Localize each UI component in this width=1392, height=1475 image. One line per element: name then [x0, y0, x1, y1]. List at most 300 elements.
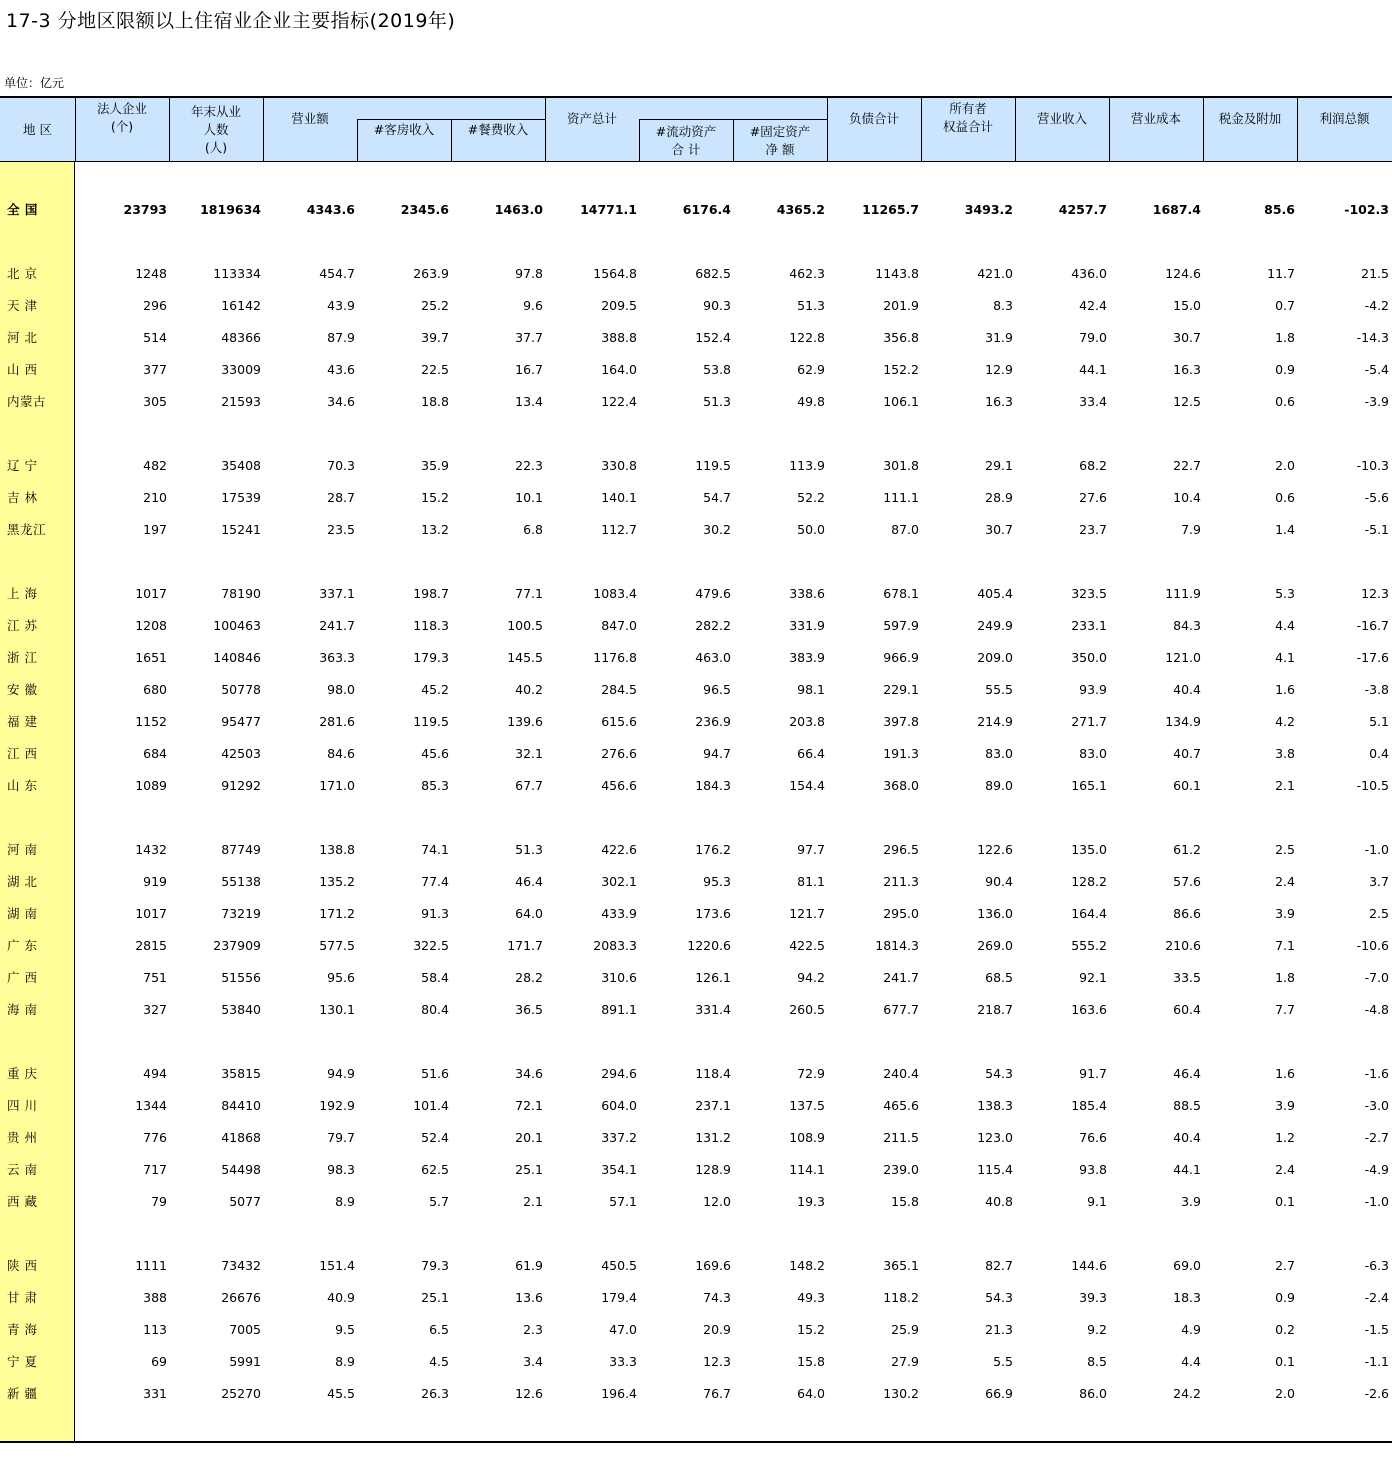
table-cell: 296.5	[883, 842, 919, 857]
table-row	[0, 585, 1392, 603]
region-name: 黑龙江	[7, 522, 47, 537]
table-cell: 40.7	[1173, 746, 1201, 761]
table-cell: 114.1	[789, 1162, 825, 1177]
table-cell: 123.0	[977, 1130, 1013, 1145]
table-cell: 27.9	[891, 1354, 919, 1369]
region-name: 湖 南	[7, 906, 38, 921]
table-cell: 1819634	[200, 202, 261, 217]
table-cell: 83.0	[985, 746, 1013, 761]
table-cell: 482	[143, 458, 167, 473]
table-cell: 137.5	[789, 1098, 825, 1113]
table-cell: 514	[143, 330, 167, 345]
table-cell: 169.6	[695, 1258, 731, 1273]
table-row	[0, 681, 1392, 699]
region-name: 江 苏	[7, 618, 38, 633]
table-cell: 39.7	[421, 330, 449, 345]
table-cell: 338.6	[789, 586, 825, 601]
table-cell: 9.1	[1087, 1194, 1107, 1209]
table-cell: 678.1	[883, 586, 919, 601]
table-cell: 577.5	[319, 938, 355, 953]
table-cell: 1.2	[1275, 1130, 1295, 1145]
header-equity: 所有者 权益合计	[942, 101, 993, 134]
table-cell: 145.5	[507, 650, 543, 665]
table-row	[0, 265, 1392, 283]
table-cell: 0.1	[1275, 1194, 1295, 1209]
table-cell: 23793	[123, 202, 167, 217]
table-cell: 139.6	[507, 714, 543, 729]
table-cell: 436.0	[1071, 266, 1107, 281]
table-cell: 2.5	[1369, 906, 1389, 921]
table-cell: 555.2	[1071, 938, 1107, 953]
table-cell: 97.8	[515, 266, 543, 281]
table-cell: 126.1	[695, 970, 731, 985]
table-cell: 450.5	[601, 1258, 637, 1273]
table-cell: 179.3	[413, 650, 449, 665]
table-row	[0, 713, 1392, 731]
table-cell: 164.4	[1071, 906, 1107, 921]
table-cell: 365.1	[883, 1258, 919, 1273]
table-cell: 18.8	[421, 394, 449, 409]
table-cell: 211.5	[883, 1130, 919, 1145]
table-cell: 70.3	[327, 458, 355, 473]
table-cell: 33.4	[1079, 394, 1107, 409]
table-cell: 337.2	[601, 1130, 637, 1145]
table-cell: 337.1	[319, 586, 355, 601]
table-cell: 28.9	[985, 490, 1013, 505]
table-cell: 13.4	[515, 394, 543, 409]
table-cell: 111.9	[1165, 586, 1201, 601]
table-cell: 0.7	[1275, 298, 1295, 313]
table-cell: 197	[143, 522, 167, 537]
table-cell: 211.3	[883, 874, 919, 889]
table-cell: 1017	[135, 906, 167, 921]
table-cell: 16.3	[985, 394, 1013, 409]
table-cell: 13.2	[421, 522, 449, 537]
table-row	[0, 1161, 1392, 1179]
table-row	[0, 1289, 1392, 1307]
table-cell: 236.9	[695, 714, 731, 729]
table-cell: 25270	[221, 1386, 261, 1401]
table-cell: 9.2	[1087, 1322, 1107, 1337]
header-current-assets: #流动资产 合 计	[655, 124, 717, 157]
table-cell: 294.6	[601, 1066, 637, 1081]
table-cell: 48366	[221, 330, 261, 345]
table-cell: 1.6	[1275, 1066, 1295, 1081]
table-cell: 51.3	[797, 298, 825, 313]
table-cell: 24.2	[1173, 1386, 1201, 1401]
table-cell: 44.1	[1173, 1162, 1201, 1177]
table-cell: 122.8	[789, 330, 825, 345]
table-cell: 239.0	[883, 1162, 919, 1177]
table-cell: 79	[151, 1194, 167, 1209]
table-cell: 5.1	[1369, 714, 1389, 729]
table-cell: 95.6	[327, 970, 355, 985]
table-cell: 26676	[221, 1290, 261, 1305]
table-row	[0, 841, 1392, 859]
table-cell: 13.6	[515, 1290, 543, 1305]
table-cell: 83.0	[1079, 746, 1107, 761]
table-row-total	[0, 201, 1392, 219]
table-cell: -7.0	[1364, 970, 1389, 985]
region-name: 河 南	[7, 842, 38, 857]
table-cell: 19.3	[797, 1194, 825, 1209]
table-cell: 25.9	[891, 1322, 919, 1337]
table-cell: 677.7	[883, 1002, 919, 1017]
table-cell: 171.2	[319, 906, 355, 921]
table-cell: 54498	[221, 1162, 261, 1177]
table-cell: 35.9	[421, 458, 449, 473]
table-cell: 43.6	[327, 362, 355, 377]
table-cell: 377	[143, 362, 167, 377]
table-row	[0, 457, 1392, 475]
table-cell: 32.1	[515, 746, 543, 761]
table-cell: 73219	[221, 906, 261, 921]
table-cell: 113.9	[789, 458, 825, 473]
table-cell: 154.4	[789, 778, 825, 793]
table-cell: 151.4	[319, 1258, 355, 1273]
table-cell: 184.3	[695, 778, 731, 793]
region-name: 福 建	[7, 714, 38, 729]
region-name: 天 津	[7, 298, 38, 313]
table-cell: 42.4	[1079, 298, 1107, 313]
table-row	[0, 617, 1392, 635]
table-cell: 33009	[221, 362, 261, 377]
table-cell: -3.8	[1364, 682, 1389, 697]
table-cell: 1.8	[1275, 970, 1295, 985]
table-cell: 1143.8	[875, 266, 919, 281]
table-cell: 331.9	[789, 618, 825, 633]
table-cell: 1152	[135, 714, 167, 729]
table-cell: 1017	[135, 586, 167, 601]
region-name: 河 北	[7, 330, 38, 345]
table-cell: 94.2	[797, 970, 825, 985]
table-cell: -5.1	[1364, 522, 1389, 537]
table-cell: 2815	[135, 938, 167, 953]
table-cell: 78190	[221, 586, 261, 601]
table-row	[0, 489, 1392, 507]
table-cell: 3493.2	[964, 202, 1013, 217]
table-cell: 3.9	[1275, 906, 1295, 921]
table-cell: 0.6	[1275, 490, 1295, 505]
table-cell: 11.7	[1267, 266, 1295, 281]
table-cell: 67.7	[515, 778, 543, 793]
table-cell: -1.0	[1364, 842, 1389, 857]
table-cell: -102.3	[1344, 202, 1389, 217]
table-cell: 87.9	[327, 330, 355, 345]
table-cell: 397.8	[883, 714, 919, 729]
table-cell: 45.5	[327, 1386, 355, 1401]
table-cell: 210	[143, 490, 167, 505]
table-cell: 9.5	[335, 1322, 355, 1337]
table-cell: 1176.8	[593, 650, 637, 665]
table-cell: 119.5	[413, 714, 449, 729]
table-cell: 201.9	[883, 298, 919, 313]
table-cell: 680	[143, 682, 167, 697]
table-cell: 15.2	[421, 490, 449, 505]
region-name: 广 西	[7, 970, 38, 985]
table-cell: 121.0	[1165, 650, 1201, 665]
table-cell: 4.2	[1275, 714, 1295, 729]
table-cell: 54.3	[985, 1066, 1013, 1081]
table-cell: 203.8	[789, 714, 825, 729]
table-cell: 79.7	[327, 1130, 355, 1145]
table-cell: 2.0	[1275, 458, 1295, 473]
table-row	[0, 329, 1392, 347]
table-row	[0, 1193, 1392, 1211]
table-cell: 354.1	[601, 1162, 637, 1177]
table-cell: 144.6	[1071, 1258, 1107, 1273]
region-name: 宁 夏	[7, 1354, 38, 1369]
table-bottom-rule	[0, 1441, 1392, 1443]
table-cell: 456.6	[601, 778, 637, 793]
table-cell: 2.0	[1275, 1386, 1295, 1401]
region-name: 湖 北	[7, 874, 38, 889]
table-cell: 115.4	[977, 1162, 1013, 1177]
table-cell: 93.8	[1079, 1162, 1107, 1177]
table-cell: 260.5	[789, 1002, 825, 1017]
table-cell: 0.6	[1275, 394, 1295, 409]
table-cell: 383.9	[789, 650, 825, 665]
table-cell: 85.6	[1264, 202, 1295, 217]
region-name: 上 海	[7, 586, 38, 601]
table-cell: 7005	[229, 1322, 261, 1337]
table-cell: 46.4	[1173, 1066, 1201, 1081]
table-cell: 93.9	[1079, 682, 1107, 697]
table-row	[0, 521, 1392, 539]
table-cell: 171.7	[507, 938, 543, 953]
table-cell: 52.4	[421, 1130, 449, 1145]
table-cell: 55.5	[985, 682, 1013, 697]
table-cell: 1089	[135, 778, 167, 793]
table-cell: 95.3	[703, 874, 731, 889]
table-row	[0, 905, 1392, 923]
table-cell: -4.9	[1364, 1162, 1389, 1177]
table-cell: 108.9	[789, 1130, 825, 1145]
region-name: 浙 江	[7, 650, 38, 665]
table-cell: 12.3	[703, 1354, 731, 1369]
table-cell: 12.0	[703, 1194, 731, 1209]
table-cell: 25.2	[421, 298, 449, 313]
table-cell: 85.3	[421, 778, 449, 793]
table-cell: 30.7	[985, 522, 1013, 537]
table-cell: 1463.0	[494, 202, 543, 217]
table-cell: 88.5	[1173, 1098, 1201, 1113]
header-food-income: #餐费收入	[467, 122, 529, 137]
region-name: 青 海	[7, 1322, 38, 1337]
table-cell: 74.1	[421, 842, 449, 857]
table-cell: 276.6	[601, 746, 637, 761]
region-name: 云 南	[7, 1162, 38, 1177]
table-cell: 61.9	[515, 1258, 543, 1273]
table-row	[0, 1001, 1392, 1019]
table-cell: -4.2	[1364, 298, 1389, 313]
table-cell: 295.0	[883, 906, 919, 921]
table-cell: 131.2	[695, 1130, 731, 1145]
table-cell: 100.5	[507, 618, 543, 633]
region-name: 贵 州	[7, 1130, 38, 1145]
region-name: 山 西	[7, 362, 38, 377]
table-cell: 4.5	[429, 1354, 449, 1369]
table-cell: 50778	[221, 682, 261, 697]
table-cell: 111.1	[883, 490, 919, 505]
table-cell: 43.9	[327, 298, 355, 313]
table-cell: 301.8	[883, 458, 919, 473]
table-row	[0, 873, 1392, 891]
table-cell: 4.1	[1275, 650, 1295, 665]
table-cell: 122.6	[977, 842, 1013, 857]
table-cell: 27.6	[1079, 490, 1107, 505]
table-cell: 249.9	[977, 618, 1013, 633]
table-cell: 64.0	[515, 906, 543, 921]
table-cell: 20.1	[515, 1130, 543, 1145]
table-row	[0, 393, 1392, 411]
region-name: 吉 林	[7, 490, 38, 505]
table-cell: 237.1	[695, 1098, 731, 1113]
table-cell: 2.3	[523, 1322, 543, 1337]
table-cell: 81.1	[797, 874, 825, 889]
table-cell: 101.4	[413, 1098, 449, 1113]
table-cell: 8.9	[335, 1194, 355, 1209]
table-cell: 6.5	[429, 1322, 449, 1337]
table-cell: 100463	[213, 618, 261, 633]
table-cell: 23.7	[1079, 522, 1107, 537]
table-cell: 54.7	[703, 490, 731, 505]
table-cell: 28.2	[515, 970, 543, 985]
table-cell: 55138	[221, 874, 261, 889]
table-row	[0, 1257, 1392, 1275]
table-row	[0, 649, 1392, 667]
table-cell: 106.1	[883, 394, 919, 409]
table-cell: 185.4	[1071, 1098, 1107, 1113]
table-cell: 1.4	[1275, 522, 1295, 537]
table-cell: 31.9	[985, 330, 1013, 345]
table-cell: 92.1	[1079, 970, 1107, 985]
table-cell: 37.7	[515, 330, 543, 345]
table-cell: 18.3	[1173, 1290, 1201, 1305]
table-cell: -2.7	[1364, 1130, 1389, 1145]
table-cell: 113	[143, 1322, 167, 1337]
table-row	[0, 1321, 1392, 1339]
table-cell: 3.8	[1275, 746, 1295, 761]
region-column-background	[0, 162, 75, 1441]
table-cell: 3.9	[1275, 1098, 1295, 1113]
table-cell: 282.2	[695, 618, 731, 633]
table-cell: -16.7	[1356, 618, 1389, 633]
table-cell: 98.1	[797, 682, 825, 697]
table-cell: 10.1	[515, 490, 543, 505]
table-cell: 20.9	[703, 1322, 731, 1337]
table-cell: 91292	[221, 778, 261, 793]
header-revenue: 营业额	[291, 111, 329, 126]
table-cell: 305	[143, 394, 167, 409]
table-cell: 263.9	[413, 266, 449, 281]
table-cell: -10.5	[1356, 778, 1389, 793]
table-cell: 21593	[221, 394, 261, 409]
table-cell: 57.1	[609, 1194, 637, 1209]
table-cell: 118.4	[695, 1066, 731, 1081]
table-cell: 2083.3	[593, 938, 637, 953]
table-cell: 2.4	[1275, 874, 1295, 889]
table-cell: 34.6	[515, 1066, 543, 1081]
table-cell: 7.1	[1275, 938, 1295, 953]
table-cell: 45.2	[421, 682, 449, 697]
table-cell: 89.0	[985, 778, 1013, 793]
table-cell: 604.0	[601, 1098, 637, 1113]
table-cell: 95477	[221, 714, 261, 729]
region-name: 辽 宁	[7, 458, 38, 473]
table-cell: 52.2	[797, 490, 825, 505]
table-cell: 0.9	[1275, 1290, 1295, 1305]
table-cell: 16142	[221, 298, 261, 313]
table-cell: 12.5	[1173, 394, 1201, 409]
table-cell: 76.7	[703, 1386, 731, 1401]
table-cell: 368.0	[883, 778, 919, 793]
table-cell: 51.3	[515, 842, 543, 857]
table-cell: 66.4	[797, 746, 825, 761]
table-cell: 91.3	[421, 906, 449, 921]
table-cell: 2.1	[1275, 778, 1295, 793]
table-cell: 1814.3	[875, 938, 919, 953]
table-cell: 90.3	[703, 298, 731, 313]
table-cell: 57.6	[1173, 874, 1201, 889]
table-cell: 463.0	[695, 650, 731, 665]
table-cell: 350.0	[1071, 650, 1107, 665]
table-cell: 138.3	[977, 1098, 1013, 1113]
table-cell: 135.2	[319, 874, 355, 889]
table-cell: 164.0	[601, 362, 637, 377]
table-cell: 86.6	[1173, 906, 1201, 921]
table-cell: 87.0	[891, 522, 919, 537]
table-cell: 17539	[221, 490, 261, 505]
table-cell: 40.4	[1173, 1130, 1201, 1145]
table-cell: 210.6	[1165, 938, 1201, 953]
table-cell: 82.7	[985, 1258, 1013, 1273]
table-cell: 0.2	[1275, 1322, 1295, 1337]
table-cell: 4343.6	[306, 202, 355, 217]
table-cell: 1564.8	[593, 266, 637, 281]
table-cell: 751	[143, 970, 167, 985]
table-cell: 209.0	[977, 650, 1013, 665]
table-cell: 21.3	[985, 1322, 1013, 1337]
table-cell: 122.4	[601, 394, 637, 409]
table-cell: 1208	[135, 618, 167, 633]
table-cell: 66.9	[985, 1386, 1013, 1401]
table-cell: 136.0	[977, 906, 1013, 921]
table-cell: -2.4	[1364, 1290, 1389, 1305]
table-cell: 454.7	[319, 266, 355, 281]
table-cell: 465.6	[883, 1098, 919, 1113]
table-cell: -1.1	[1364, 1354, 1389, 1369]
table-cell: 61.2	[1173, 842, 1201, 857]
table-cell: 15.8	[797, 1354, 825, 1369]
table-row	[0, 1385, 1392, 1403]
table-cell: 8.5	[1087, 1354, 1107, 1369]
table-cell: 433.9	[601, 906, 637, 921]
table-row	[0, 361, 1392, 379]
table-cell: 2.5	[1275, 842, 1295, 857]
table-cell: 176.2	[695, 842, 731, 857]
table-cell: 98.0	[327, 682, 355, 697]
table-cell: -3.9	[1364, 394, 1389, 409]
table-cell: 2.1	[523, 1194, 543, 1209]
table-cell: 94.7	[703, 746, 731, 761]
table-cell: 4.4	[1181, 1354, 1201, 1369]
table-cell: 51.6	[421, 1066, 449, 1081]
table-cell: 72.9	[797, 1066, 825, 1081]
table-cell: 241.7	[319, 618, 355, 633]
table-cell: 152.2	[883, 362, 919, 377]
table-cell: 64.0	[797, 1386, 825, 1401]
